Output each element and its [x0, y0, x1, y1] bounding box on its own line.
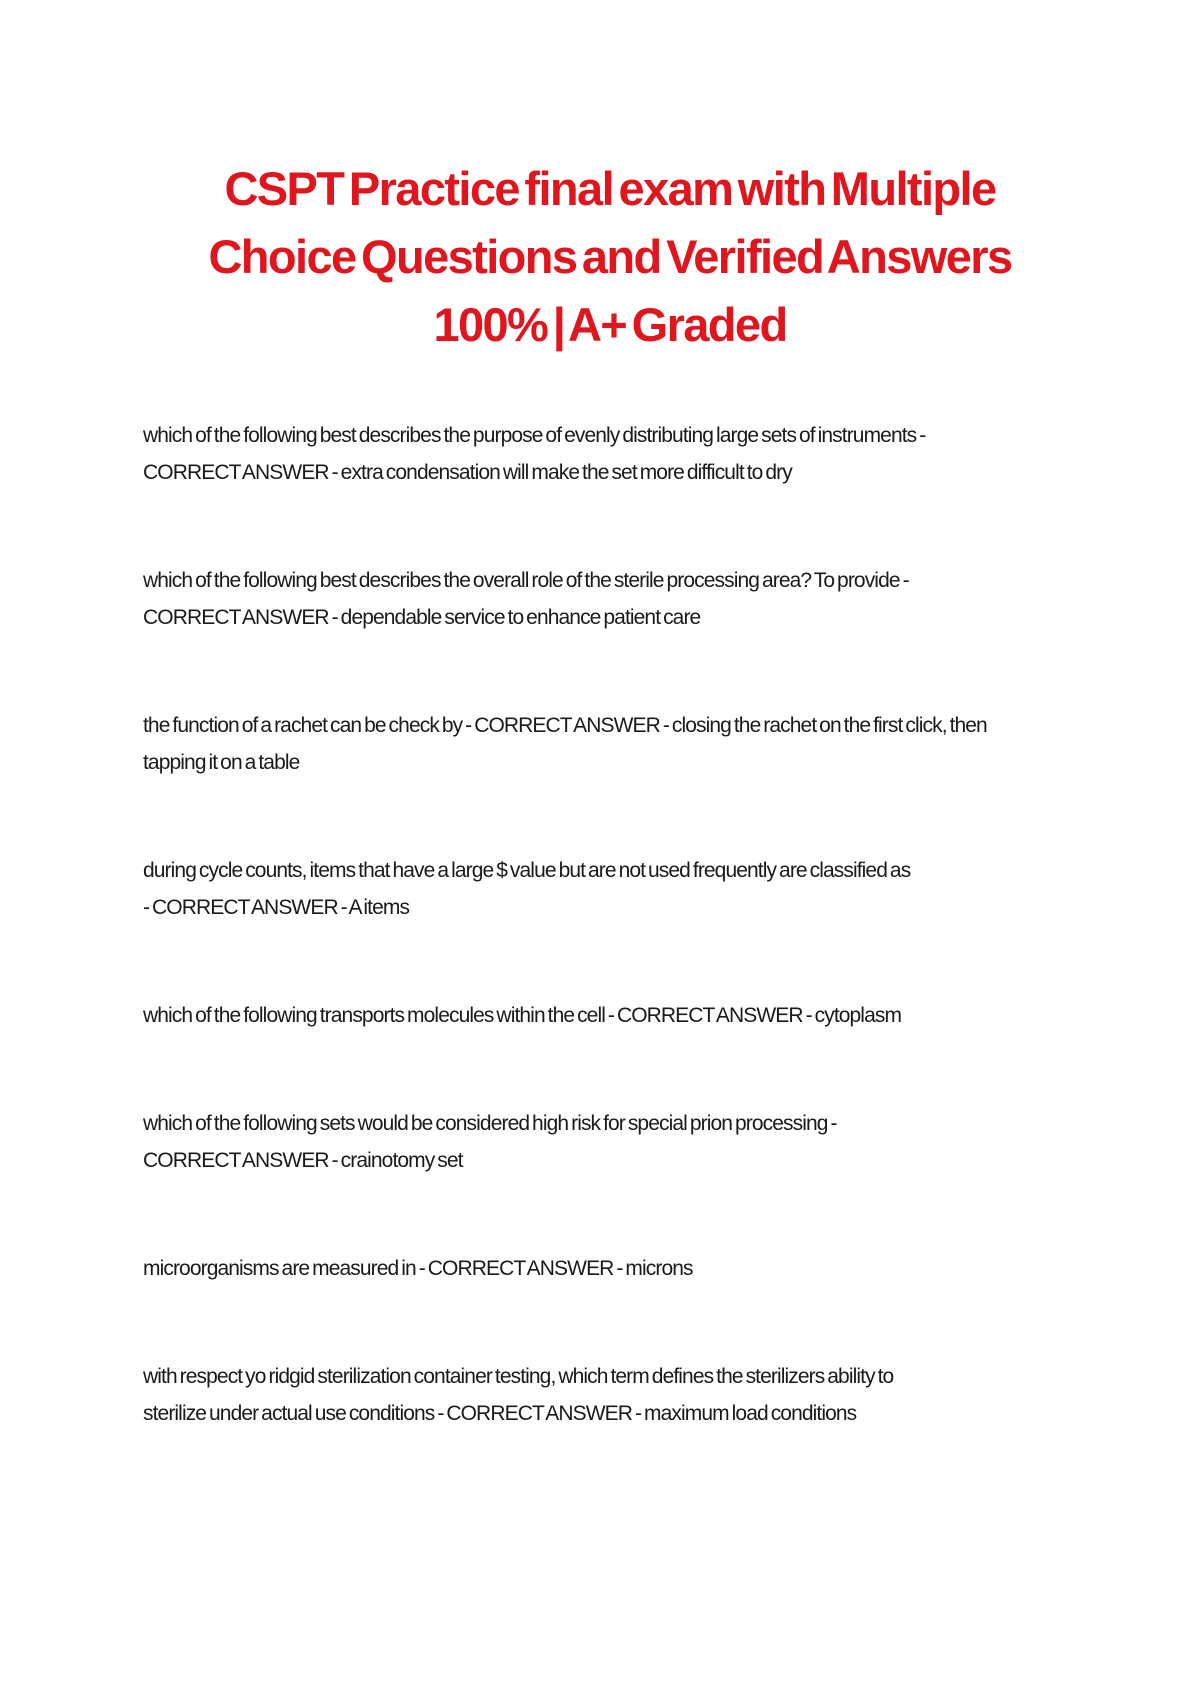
question-answer-entry [143, 1250, 1093, 1287]
question-answer-entry [143, 997, 1093, 1034]
entry-text-line: the function of a rachet can be check by - CORRECT ANSWER - closing the rachet on the first click, then [143, 714, 987, 737]
entry-text-line: with respect yo ridgid sterilization container testing, which term defines the sterilizers ability to [143, 1365, 894, 1388]
title-line: CSPT Practice final exam with Multiple [224, 162, 996, 215]
question-answer-entry [143, 562, 1093, 636]
entry-text-line: which of the following sets would be considered high risk for special prion processing - [143, 1112, 837, 1135]
question-answer-entry [143, 417, 1093, 491]
document-title [140, 155, 1080, 359]
title-line: Choice Questions and Verified Answers [208, 230, 1012, 283]
question-answer-entry [143, 1105, 1093, 1179]
entry-text-line: sterilize under actual use conditions - CORRECT ANSWER - maximum load conditions [143, 1402, 857, 1425]
title-line: 100% | A+ Graded [433, 298, 787, 351]
entry-text-line: which of the following best describes the overall role of the sterile processing area? To provide - [143, 569, 909, 592]
question-answer-entry [143, 852, 1093, 926]
entry-text-line: during cycle counts, items that have a large $ value but are not used frequently are classified as [143, 859, 911, 882]
entry-text-line: CORRECT ANSWER - extra condensation will make the set more difficult to dry [143, 461, 792, 484]
question-answer-entry [143, 1358, 1093, 1432]
entry-text-line: which of the following transports molecules within the cell - CORRECT ANSWER - cytoplasm [143, 1004, 902, 1027]
entry-text-line: microorganisms are measured in - CORRECT ANSWER - microns [143, 1257, 693, 1280]
entry-text-line: - CORRECT ANSWER - A items [143, 896, 410, 919]
entry-text-line: which of the following best describes the purpose of evenly distributing large sets of instruments - [143, 424, 926, 447]
entry-text-line: tapping it on a table [143, 751, 300, 774]
question-answer-entry [143, 707, 1093, 781]
entry-text-line: CORRECT ANSWER - crainotomy set [143, 1149, 463, 1172]
entry-text-line: CORRECT ANSWER - dependable service to enhance patient care [143, 606, 701, 629]
